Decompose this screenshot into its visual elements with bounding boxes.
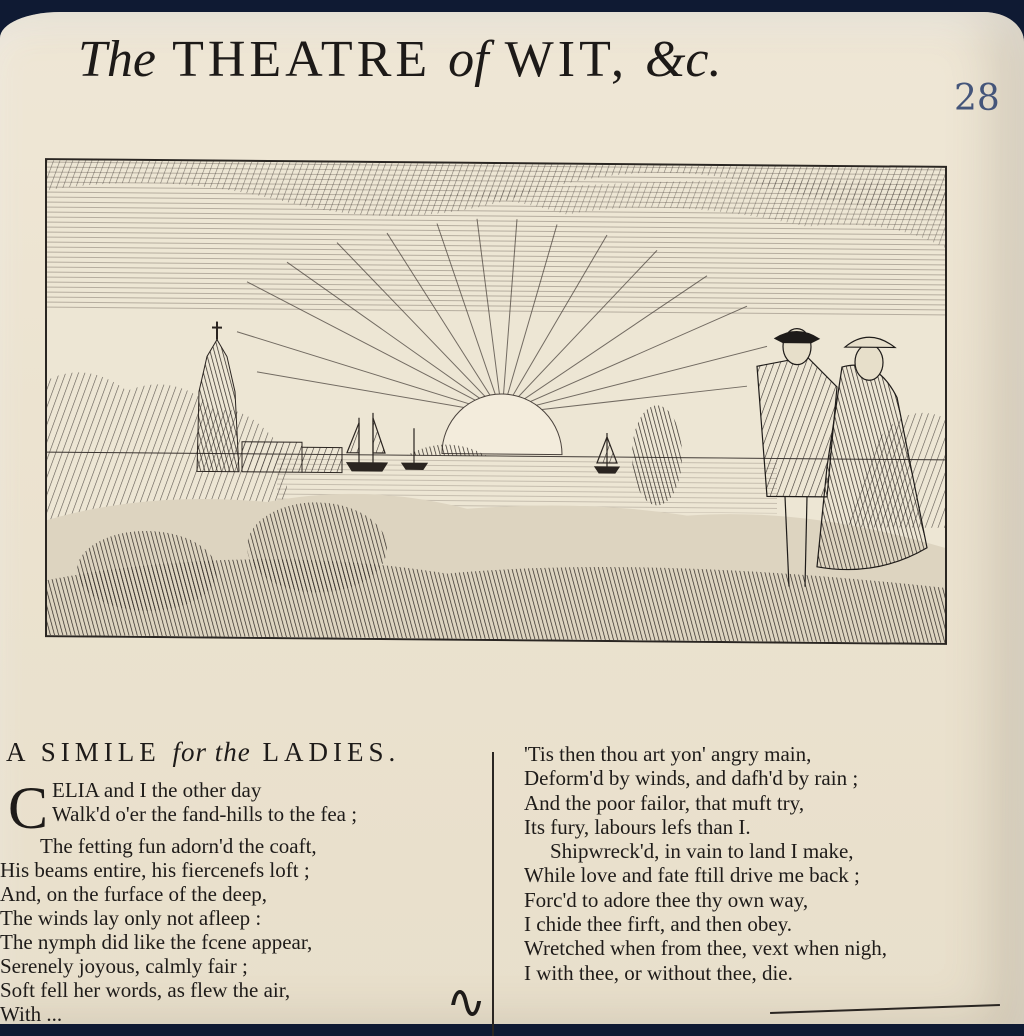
poem-line: Deform'd by winds, and dafh'd by rain ; [524,766,994,790]
poem-line: Walk'd o'er the fand-hills to the fea ; [0,802,480,826]
poem-right-column [524,742,994,985]
engraving-scene [47,160,945,643]
poem-line: His beams entire, his fiercenefs loft ; [0,858,480,882]
running-head [78,30,878,89]
poem-line: And, on the furface of the deep, [0,882,480,906]
poem-line: Its fury, labours lefs than I. [524,815,994,839]
book-page [0,12,1024,1024]
poem-line: Forc'd to adore thee thy own way, [524,888,994,912]
poem-line: Serenely joyous, calmly fair ; [0,954,480,978]
poem-line: ELIA and I the other day [0,778,480,802]
poem-line: Soft fell her words, as flew the air, [0,978,480,1002]
engraving-illustration [45,158,947,645]
title-word-theatre: THEATRE [172,31,431,88]
poem-line: With ... [0,1002,480,1026]
poem-title [6,737,480,768]
poem-line: I chide thee firft, and then obey. [524,912,994,936]
poem-line: And the poor failor, that muft try, [524,791,994,815]
poem-line: While love and fate ftill drive me back ; [524,863,994,887]
poem-line: Wretched when from thee, vext when nigh, [524,936,994,960]
poem-lines-right [524,742,994,985]
ornament-squiggle: ∿ [446,974,486,1030]
title-word-etc: &c. [645,31,722,88]
page-number: 28 [954,78,1000,119]
title-word-the: The [78,31,156,88]
poem-lines-left [0,778,480,1026]
poem-left-column [0,737,480,1026]
poem-title-ladies: LADIES. [263,737,401,767]
poem-line: Shipwreck'd, in vain to land I make, [550,839,994,863]
column-divider [492,752,494,1036]
poem-line: I with thee, or without thee, die. [524,961,994,985]
title-word-of: of [448,31,488,88]
drop-cap: C [8,782,48,834]
poem-title-simile: A SIMILE [6,737,161,767]
title-word-wit: WIT, [505,31,628,88]
poem-line: 'Tis then thou art yon' angry main, [524,742,994,766]
poem-line: The nymph did like the fcene appear, [0,930,480,954]
poem-line: The winds lay only not afleep : [0,906,480,930]
poem-line: The fetting fun adorn'd the coaft, [40,834,480,858]
poem-title-for: for the [173,737,251,767]
closing-rule [770,1004,1000,1014]
